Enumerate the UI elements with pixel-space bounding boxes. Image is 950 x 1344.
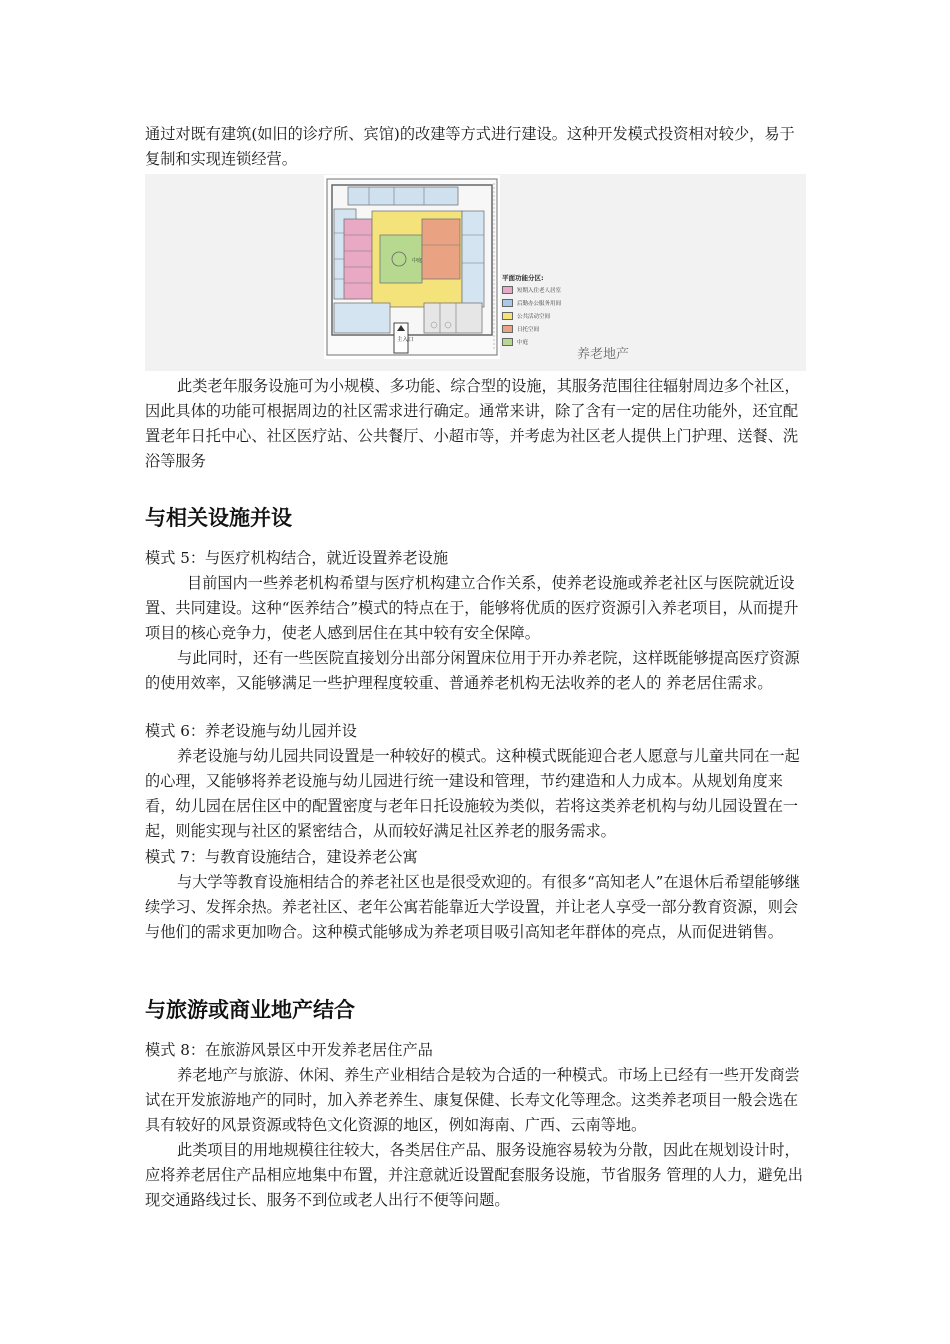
mode-5-paragraph-2: 与此同时，还有一些医院直接划分出部分闲置床位用于开办养老院，这样既能够提高医疗资源的使用效率，又能够满足一些护理程度较重、普通养老机构无法收养的老人的 养老居住需求。 [145, 649, 800, 692]
section-heading-cosited: 与相关设施并设 [145, 506, 292, 530]
section-heading-tourism: 与旅游或商业地产结合 [145, 998, 355, 1022]
mode-6-paragraph: 养老设施与幼儿园共同设置是一种较好的模式。这种模式既能迎合老人愿意与儿童共同在一起的心理，又能够将养老设施与幼儿园进行统一建设和管理，节约建造和人力成本。从规划角度来看，幼儿园在居住区中的配置密度与老年日托设施较为类似，若将这类养老机构与幼儿园设置在一起，则能实现与社区的紧密结合，从而较好满足社区养老的服务需求。 [145, 747, 800, 840]
legend-swatch [502, 338, 513, 346]
floor-plan-figure [145, 174, 806, 371]
legend-swatch [502, 325, 513, 333]
legend-list [502, 286, 572, 346]
legend-swatch [502, 286, 513, 294]
courtyard-label: 中庭 [412, 258, 423, 264]
floor-plan-image [324, 175, 500, 359]
mode-8-title: 模式 8：在旅游风景区中开发养老居住产品 [145, 1041, 433, 1059]
legend-item [502, 299, 572, 307]
mode-8-paragraph-1: 养老地产与旅游、休闲、养生产业相结合是较为合适的一种模式。市场上已经有一些开发商尝试在开发旅游地产的同时，加入养老养生、康复保健、长寿文化等理念。这类养老项目一般会选在具有较好的风景资源或特色文化资源的地区，例如海南、广西、云南等地。 [145, 1066, 800, 1134]
mode-8-paragraph-2: 此类项目的用地规模往往较大，各类居住产品、服务设施容易较为分散，因此在规划设计时，应将养老居住产品相应地集中布置，并注意就近设置配套服务设施，节省服务 管理的人力，避免出现交通路线过长、服务不到位或老人出行不便等问题。 [145, 1141, 803, 1209]
legend-item [502, 338, 572, 346]
legend-title: 平面功能分区: [502, 274, 544, 282]
legend-label: 日托空间 [517, 327, 540, 333]
legend-item [502, 325, 572, 333]
mode-5-title: 模式 5：与医疗机构结合，就近设置养老设施 [145, 549, 449, 567]
legend-swatch [502, 312, 513, 320]
legend-swatch [502, 299, 513, 307]
legend-item [502, 312, 572, 320]
image-watermark-caption: 养老地产 [577, 347, 630, 362]
floor-plan-drawing [324, 175, 500, 359]
mode-6-title: 模式 6：养老设施与幼儿园并设 [145, 722, 357, 740]
legend-item [502, 286, 572, 294]
mode-7-paragraph: 与大学等教育设施相结合的养老社区也是很受欢迎的。有很多“高知老人”在退休后希望能够继续学习、发挥余热。养老社区、老年公寓若能靠近大学设置，并让老人享受一部分教育资源，则会与他们的需求更加吻合。这种模式能够成为养老项目吸引高知老年群体的亮点，从而促进销售。 [145, 873, 801, 941]
mode-5-paragraph-1: 目前国内一些养老机构希望与医疗机构建立合作关系，使养老设施或养老社区与医院就近设置、共同建设。这种“医养结合”模式的特点在于，能够将优质的医疗资源引入养老项目，从而提升项目的核心竞争力，使老人感到居住在其中较有安全保障。 [145, 574, 799, 642]
facility-description-paragraph: 此类老年服务设施可为小规模、多功能、综合型的设施，其服务范围往往辐射周边多个社区，因此具体的功能可根据周边的社区需求进行确定。通常来讲，除了含有一定的居住功能外，还宜配置老年日托中心、社区医疗站、公共餐厅、小超市等，并考虑为社区老人提供上门护理、送餐、洗浴等服务 [145, 377, 800, 470]
legend-label: 短期入住老人居室 [517, 288, 562, 294]
intro-paragraph: 通过对既有建筑(如旧的诊疗所、宾馆)的改建等方式进行建设。这种开发模式投资相对较少，易于复制和实现连锁经营。 [145, 125, 795, 168]
legend-label: 中庭 [517, 340, 529, 346]
legend-label: 后勤办公服务用间 [517, 301, 562, 307]
plan-legend [502, 273, 572, 351]
entrance-label: 主入口 [397, 337, 414, 343]
legend-label: 公共活动空间 [517, 314, 551, 320]
mode-7-title: 模式 7：与教育设施结合，建设养老公寓 [145, 848, 418, 866]
